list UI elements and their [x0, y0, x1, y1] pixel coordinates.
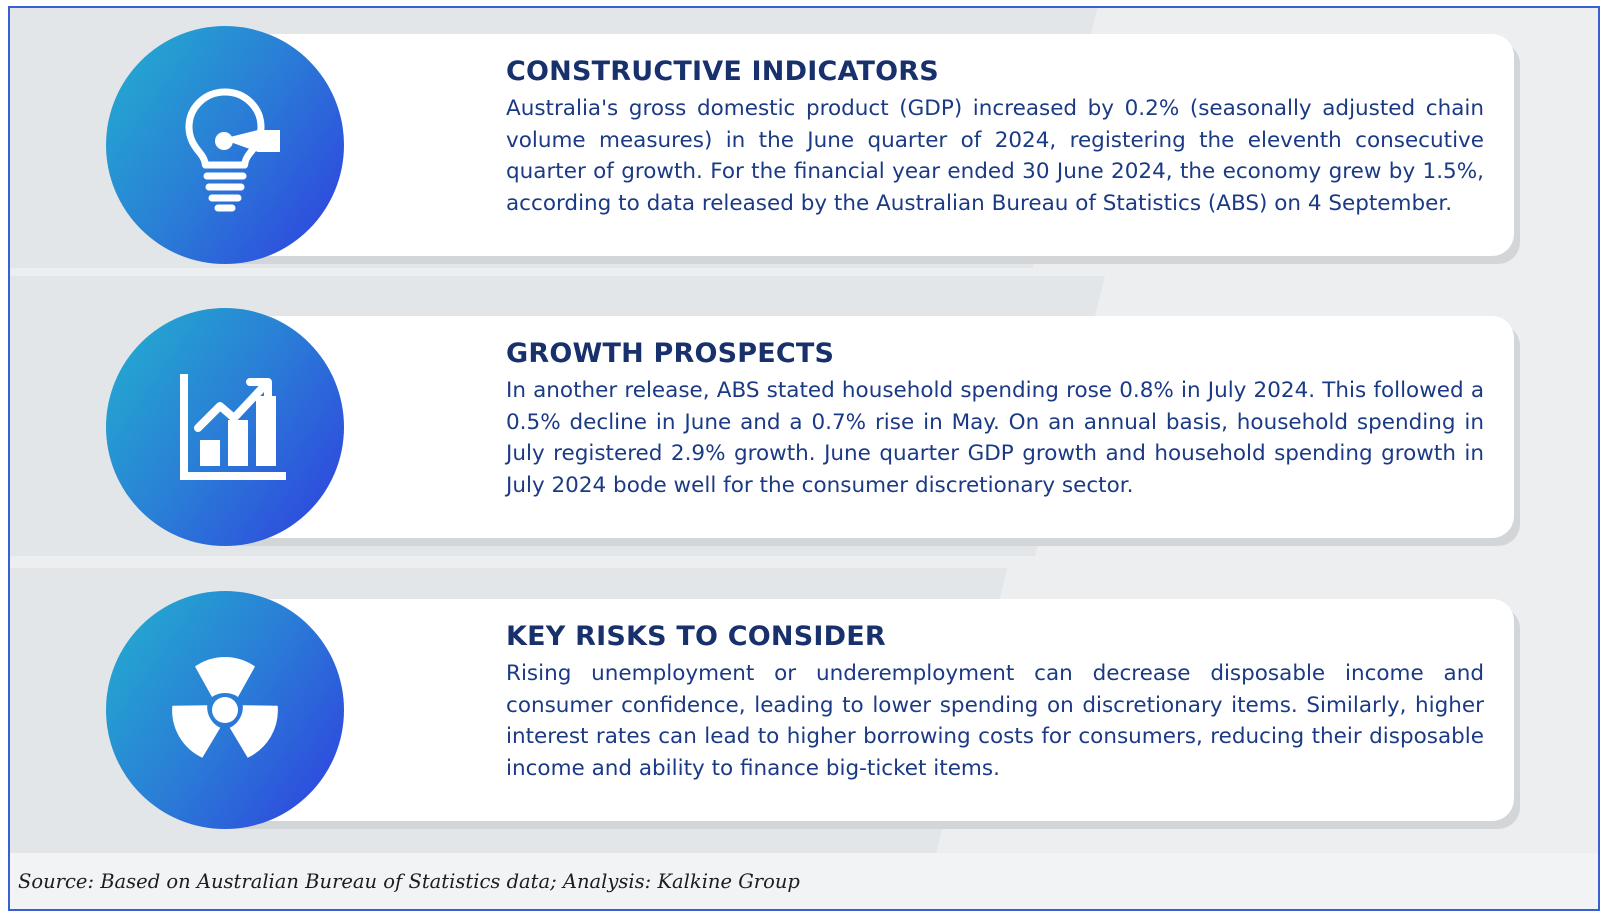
infographic-frame [8, 6, 1600, 911]
section-card [216, 599, 1514, 821]
section-row [106, 591, 1598, 823]
lightbulb-idea-icon [106, 26, 344, 264]
source-text: Source: Based on Australian Bureau of Statistics data; Analysis: Kalkine Group [18, 869, 800, 893]
radiation-hazard-icon [106, 591, 344, 829]
section-row [106, 308, 1598, 540]
bar-chart-growth-icon [106, 308, 344, 546]
section-body: In another release, ABS stated household spending rose 0.8% in July 2024. This followed a 0.5% decline in June and a 0.7% rise in May. On an annual basis, household spending in July registered 2.9% growth. June quarter GDP growth and household spending growth in July 2024 bode well for the consumer discretionary sector. [506, 378, 1484, 498]
section-body: Rising unemployment or underemployment can decrease disposable income and consumer confidence, leading to lower spending on discretionary items. Similarly, higher interest rates can lead to higher borrowing costs for consumers, reducing their disposable income and ability to finance big-ticket items. [506, 661, 1484, 781]
section-row [106, 26, 1598, 258]
section-title: CONSTRUCTIVE INDICATORS [506, 56, 939, 87]
source-bar [10, 853, 1598, 909]
section-card [216, 316, 1514, 538]
section-card [216, 34, 1514, 256]
section-body: Australia's gross domestic product (GDP) increased by 0.2% (seasonally adjusted chain volume measures) in the June quarter of 2024, registering the eleventh consecutive quarter of growth. For the financial year ended 30 June 2024, the economy grew by 1.5%, according to data released by the Australian Bureau of Statistics (ABS) on 4 September. [506, 96, 1484, 216]
section-title: GROWTH PROSPECTS [506, 338, 835, 369]
section-list [10, 8, 1598, 909]
section-title: KEY RISKS TO CONSIDER [506, 621, 886, 652]
